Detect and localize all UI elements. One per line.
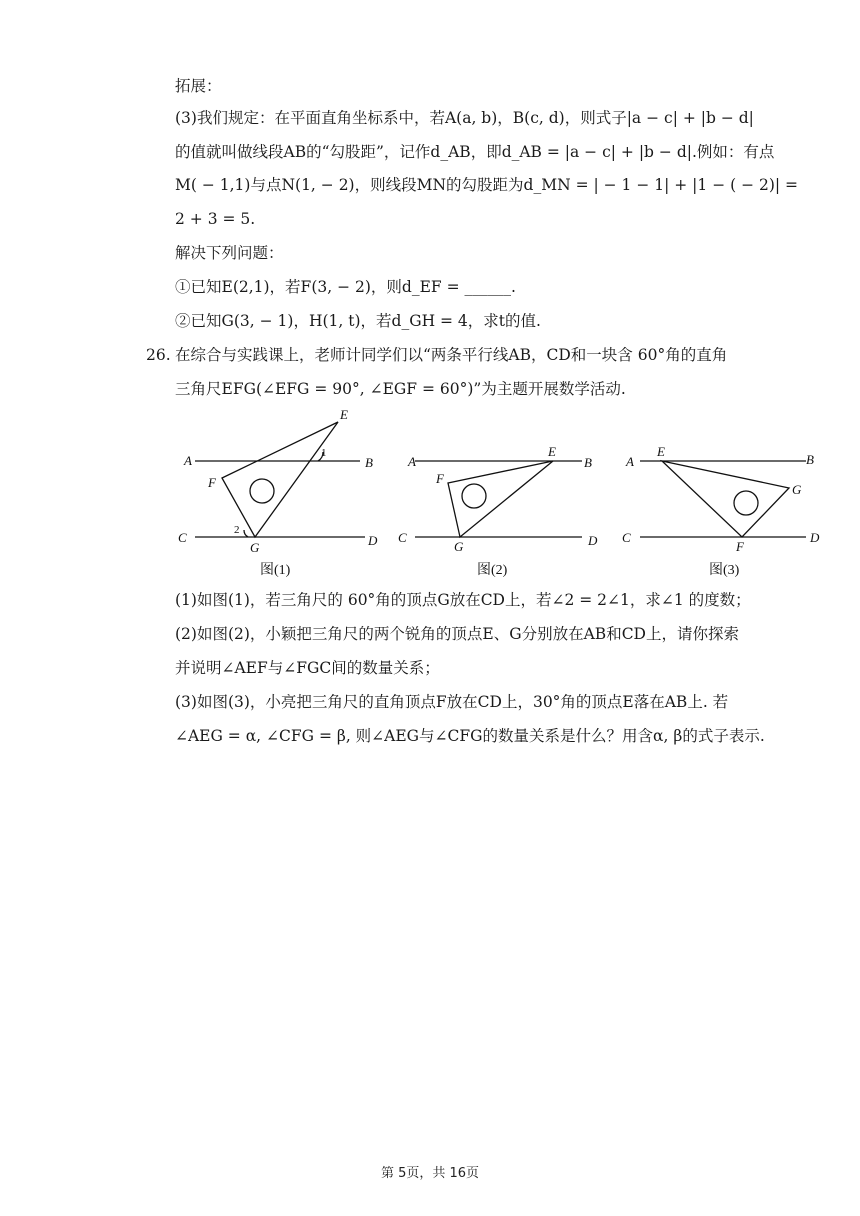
triangle-hole-2 xyxy=(462,484,486,508)
triangle-hole-3 xyxy=(734,491,758,515)
section-heading: 拓展： xyxy=(175,77,222,95)
triangle-hole-1 xyxy=(250,479,274,503)
figure-3 xyxy=(640,461,806,537)
subquestion-2-line1: (2)如图(2)，小颖把三角尺的两个锐角的顶点E、G分别放在AB和CD上，请你探索 xyxy=(175,625,739,643)
label-angle2: 2 xyxy=(234,524,240,536)
figure-1 xyxy=(195,422,365,537)
problem-line2: 三角尺EFG(∠EFG = 90°, ∠EGF = 60°)”为主题开展数学活动. xyxy=(175,380,626,398)
label-g-2: G xyxy=(454,539,464,554)
label-a-1: A xyxy=(184,453,192,468)
question-2: ②已知G(3, − 1)，H(1, t)，若d_GH = 4，求t的值. xyxy=(175,312,541,330)
caption-3: 图(3) xyxy=(709,563,740,578)
figure-1-labels xyxy=(178,407,378,578)
angle-2-arc xyxy=(244,530,248,537)
label-f-2: F xyxy=(436,471,444,486)
figures-panel xyxy=(170,400,830,585)
triangle-efg-2 xyxy=(448,461,553,537)
label-b-3: B xyxy=(806,452,814,467)
figure-3-labels xyxy=(622,444,820,578)
subquestion-3-line1: (3)如图(3)，小亮把三角尺的直角顶点F放在CD上，30°角的顶点E落在AB上. 若 xyxy=(175,693,729,711)
label-d-3: D xyxy=(810,530,820,545)
subquestion-1: (1)如图(1)，若三角尺的 60°角的顶点G放在CD上，若∠2 = 2∠1，求∠1 的度数； xyxy=(175,591,751,609)
label-b-1: B xyxy=(365,455,373,470)
page-footer: 第 5页，共 16页 xyxy=(380,1166,480,1181)
problem-number: 26. xyxy=(146,346,171,364)
solve-heading: 解决下列问题： xyxy=(175,244,284,262)
figure-2-labels xyxy=(398,444,598,578)
triangle-efg-1 xyxy=(222,422,338,537)
problem-line1: 在综合与实践课上，老师计同学们以“两条平行线AB，CD和一块含 60°角的直角 xyxy=(175,346,728,364)
label-f-1: F xyxy=(208,475,216,490)
label-g-1: G xyxy=(250,540,260,555)
subquestion-2-line2: 并说明∠AEF与∠FGC间的数量关系； xyxy=(175,659,440,677)
label-d-1: D xyxy=(368,533,378,548)
caption-2: 图(2) xyxy=(477,563,508,578)
label-a-2: A xyxy=(408,454,416,469)
label-c-1: C xyxy=(178,530,187,545)
part3-line2: 的值就叫做线段AB的“勾股距”，记作d_AB，即d_AB = |a − c| + |b − d|.例如：有点 xyxy=(175,143,775,161)
triangle-efg-3 xyxy=(662,461,789,537)
label-e-3: E xyxy=(657,444,665,459)
label-c-3: C xyxy=(622,530,631,545)
label-c-2: C xyxy=(398,530,407,545)
label-e-1: E xyxy=(340,407,348,422)
label-d-2: D xyxy=(588,533,598,548)
subquestion-3-line2: ∠AEG = α, ∠CFG = β, 则∠AEG与∠CFG的数量关系是什么？用含α, β的式子表示. xyxy=(175,727,765,745)
label-b-2: B xyxy=(584,455,592,470)
label-e-2: E xyxy=(548,444,556,459)
part3-line4: 2 + 3 = 5. xyxy=(175,210,256,228)
part3-line1: (3)我们规定：在平面直角坐标系中，若A(a, b)，B(c, d)，则式子|a − c| + |b − d| xyxy=(175,109,754,127)
caption-1: 图(1) xyxy=(260,563,291,578)
question-1: ①已知E(2,1)，若F(3, − 2)，则d_EF = ______. xyxy=(175,278,516,296)
label-a-3: A xyxy=(626,454,634,469)
label-f-3: F xyxy=(736,539,744,554)
part3-line3: M( − 1,1)与点N(1, − 2)，则线段MN的勾股距为d_MN = | − 1 − 1| + |1 − ( − 2)| = xyxy=(175,176,799,194)
label-angle1: 1 xyxy=(321,447,327,459)
label-g-3: G xyxy=(792,482,802,497)
